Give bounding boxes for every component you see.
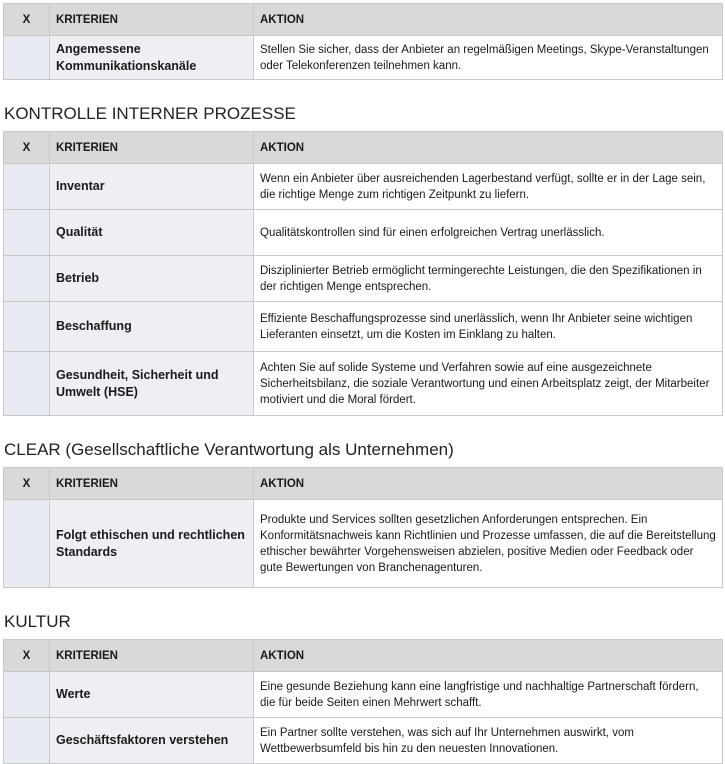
checkbox-cell[interactable] [4,718,50,764]
header-action: AKTION [254,468,723,500]
action-cell: Achten Sie auf solide Systeme und Verfahren sowie auf eine ausgezeichnete Sicherheitsbilanz, die soziale Verantwortung und einen Arbeitsplatz zeigt, der Mitarbeiter motiviert und die Moral fördert. [254,352,723,416]
action-cell: Qualitätskontrollen sind für einen erfolgreichen Vertrag unerlässlich. [254,210,723,256]
checkbox-cell[interactable] [4,164,50,210]
checkbox-cell[interactable] [4,302,50,352]
action-cell: Eine gesunde Beziehung kann eine langfristige und nachhaltige Partnerschaft fördern, die für beide Seiten einen Mehrwert schafft. [254,672,723,718]
header-x: X [4,468,50,500]
action-cell: Ein Partner sollte verstehen, was sich auf Ihr Unternehmen auswirkt, vom Wettbewerbsumfeld bis hin zu den neuesten Innovationen. [254,718,723,764]
table-header-row [4,640,723,672]
criteria-cell: Geschäftsfaktoren verstehen [50,718,254,764]
checkbox-cell[interactable] [4,352,50,416]
criteria-cell: Beschaffung [50,302,254,352]
action-cell: Disziplinierter Betrieb ermöglicht termingerechte Leistungen, die den Spezifikationen in der richtigen Menge entsprechen. [254,256,723,302]
criteria-cell: Folgt ethischen und rechtlichen Standards [50,500,254,588]
section-title-clear: CLEAR (Gesellschaftliche Verantwortung als Unternehmen) [4,440,454,459]
criteria-cell: Qualität [50,210,254,256]
table-row [4,672,723,718]
table-row [4,164,723,210]
action-cell: Effiziente Beschaffungsprozesse sind unerlässlich, wenn Ihr Anbieter seine wichtigen Lieferanten einsetzt, um die Kosten im Einklang zu halten. [254,302,723,352]
header-criteria: KRITERIEN [50,132,254,164]
criteria-cell: Gesundheit, Sicherheit und Umwelt (HSE) [50,352,254,416]
checkbox-cell[interactable] [4,672,50,718]
table-header-row [4,468,723,500]
action-cell: Produkte und Services sollten gesetzlichen Anforderungen entsprechen. Ein Konformitätsnachweis kann Richtlinien und Prozesse umfassen, die auf die Bereitstellung ethischer bewährter Vorgehensweisen abzielen, positive Medien oder Feedback oder gute Bewertungen von Branchenagenturen. [254,500,723,588]
criteria-table-communication [3,3,723,80]
header-criteria: KRITERIEN [50,4,254,36]
table-row [4,210,723,256]
table-row [4,718,723,764]
table-row [4,500,723,588]
action-cell: Wenn ein Anbieter über ausreichenden Lagerbestand verfügt, sollte er in der Lage sein, die richtige Menge zum richtigen Zeitpunkt zu liefern. [254,164,723,210]
header-action: AKTION [254,132,723,164]
header-x: X [4,4,50,36]
table-row [4,302,723,352]
criteria-table-internal-processes [3,131,723,416]
action-cell: Stellen Sie sicher, dass der Anbieter an regelmäßigen Meetings, Skype-Veranstaltungen oder Telekonferenzen teilnehmen kann. [254,36,723,80]
criteria-table-clear [3,467,723,588]
header-x: X [4,132,50,164]
criteria-cell: Werte [50,672,254,718]
criteria-table-culture [3,639,723,764]
table-row [4,36,723,80]
criteria-cell: Inventar [50,164,254,210]
header-criteria: KRITERIEN [50,640,254,672]
checkbox-cell[interactable] [4,256,50,302]
section-title-culture: KULTUR [4,612,71,631]
header-x: X [4,640,50,672]
section-title-internal-processes: KONTROLLE INTERNER PROZESSE [4,104,296,123]
criteria-cell: Angemessene Kommunikationskanäle [50,36,254,80]
table-row [4,352,723,416]
checkbox-cell[interactable] [4,36,50,80]
checkbox-cell[interactable] [4,500,50,588]
table-header-row [4,132,723,164]
table-row [4,256,723,302]
checkbox-cell[interactable] [4,210,50,256]
header-action: AKTION [254,640,723,672]
table-header-row [4,4,723,36]
criteria-cell: Betrieb [50,256,254,302]
header-action: AKTION [254,4,723,36]
header-criteria: KRITERIEN [50,468,254,500]
